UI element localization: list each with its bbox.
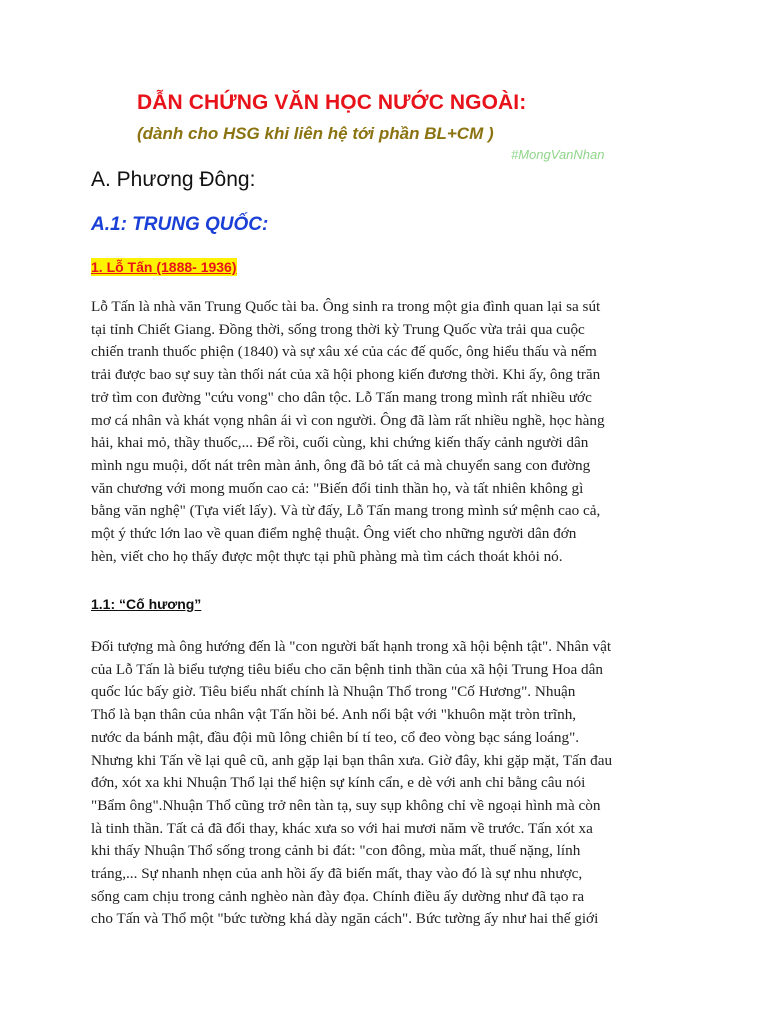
- section-heading-a: A. Phương Đông:: [91, 168, 256, 191]
- text-line: hèn, viết cho họ thấy được một thực tại phũ phàng mà tìm cách thoát khỏi nó.: [91, 547, 563, 565]
- text-line: cho Tấn và Thổ một "bức tường khá dày ngăn cách". Bức tường ấy như hai thế giới: [91, 910, 599, 928]
- text-line: mơ cá nhân và khát vọng nhân ái vì con người. Ông đã làm rất nhiều nghề, học hàng: [91, 411, 605, 429]
- text-line: nước da bánh mật, đầu đội mũ lông chiên bí tí teo, cổ đeo vòng bạc sáng loáng".: [91, 728, 580, 746]
- subsection-heading-co-huong: 1.1: “Cố hương”: [91, 596, 202, 612]
- text-line: văn chương với mong muốn cao cả: "Biến đổi tinh thần họ, và tất nhiên không gì: [91, 479, 584, 497]
- text-line: đớn, xót xa khi Nhuận Thổ lại thể hiện sự kính cẩn, e dè với anh chỉ bằng câu nói: [91, 774, 586, 792]
- document-subtitle: (dành cho HSG khi liên hệ tới phần BL+CM ): [137, 124, 494, 143]
- text-line: Nhưng khi Tấn về lại quê cũ, anh gặp lại bạn thân xưa. Giờ đây, khi gặp mặt, Tấn đau: [91, 751, 613, 769]
- text-line: quốc lúc bấy giờ. Tiêu biểu nhất chính là Nhuận Thổ trong "Cố Hương". Nhuận: [91, 683, 576, 701]
- author-hashtag: #MongVanNhan: [511, 147, 605, 162]
- text-line: hải, khai mỏ, thầy thuốc,... Để rồi, cuối cùng, khi chứng kiến thấy cảnh người dân: [91, 434, 589, 452]
- text-line: một ý thức lớn lao về quan điểm nghệ thuật. Ông viết cho những người dân đớn: [91, 525, 577, 543]
- section-heading-a1: A.1: TRUNG QUỐC:: [91, 214, 269, 235]
- text-line: Thổ là bạn thân của nhân vật Tấn hồi bé. Anh nổi bật với "khuôn mặt tròn trĩnh,: [91, 706, 577, 724]
- text-line: mình ngu muội, dốt nát trên màn ảnh, ông đã bỏ tất cả mà chuyển sang con đường: [91, 456, 591, 474]
- paragraph-co-huong: [91, 636, 681, 931]
- paragraph-lo-tan-bio: [91, 296, 681, 568]
- text-line: sống cam chịu trong cảnh nghèo nàn đày đọa. Chính điều ấy dường như đã tạo ra: [91, 887, 585, 905]
- text-line: Đối tượng mà ông hướng đến là "con người bất hạnh trong xã hội bệnh tật". Nhân vật: [91, 638, 612, 655]
- author-heading: 1. Lỗ Tấn (1888- 1936): [91, 259, 237, 275]
- text-line: Lỗ Tấn là nhà văn Trung Quốc tài ba. Ông sinh ra trong một gia đình quan lại sa sút: [91, 298, 601, 315]
- text-line: tráng,... Sự nhanh nhẹn của anh hồi ấy đã biến mất, thay vào đó là sự nhu nhược,: [91, 865, 583, 883]
- text-line: trải được bao sự suy tàn thối nát của xã hội phong kiến đương thời. Khi ấy, ông trăn: [91, 366, 601, 384]
- text-line: "Bẩm ông".Nhuận Thổ cũng trở nên tàn tạ, suy sụp không chỉ về ngoại hình mà còn: [91, 796, 601, 814]
- text-line: chiến tranh thuốc phiện (1840) và sự xâu xé của các đế quốc, ông hiểu thấu và nếm: [91, 343, 597, 361]
- text-line: bằng văn nghệ" (Tựa viết lấy). Và từ đấy, Lỗ Tấn mang trong mình sứ mệnh cao cả,: [91, 502, 601, 520]
- document-title: DẪN CHỨNG VĂN HỌC NƯỚC NGOÀI:: [137, 91, 527, 114]
- text-line: trở tìm con đường "cứu vong" cho dân tộc. Lỗ Tấn mang trong mình rất nhiều ước: [91, 388, 592, 406]
- text-line: của Lỗ Tấn là biểu tượng tiêu biểu cho căn bệnh tinh thần của xã hội Trung Hoa dân: [91, 660, 603, 678]
- text-line: là tinh thần. Tất cả đã đổi thay, khác xưa so với hai mươi năm về trước. Tấn xót xa: [91, 819, 593, 837]
- text-line: khi thấy Nhuận Thổ sống trong cảnh bi đát: "con đông, mùa mất, thuế nặng, lính: [91, 842, 581, 860]
- text-line: tại tỉnh Chiết Giang. Đồng thời, sống trong thời kỳ Trung Quốc vừa trải qua cuộc: [91, 320, 585, 338]
